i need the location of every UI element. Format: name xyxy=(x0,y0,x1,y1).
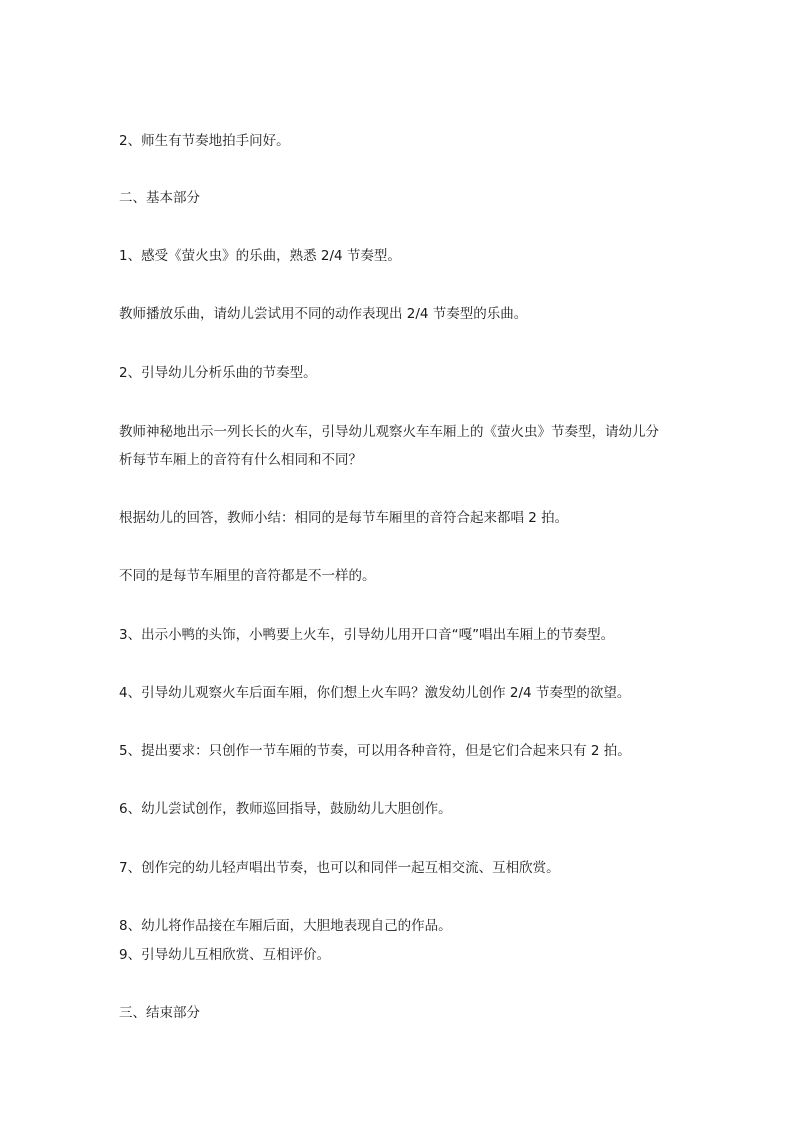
step-sing-rhythm: 7、创作完的幼儿轻声唱出节奏，也可以和同伴一起互相交流、互相欣赏。 xyxy=(119,860,560,876)
section-heading-basic: 二、基本部分 xyxy=(119,190,200,206)
step-observe-cars: 4、引导幼儿观察火车后面车厢，你们想上火车吗？激发幼儿创作 2/4 节奏型的欲望。 xyxy=(119,685,631,701)
paragraph-summary-same: 根据幼儿的回答，教师小结：相同的是每节车厢里的音符合起来都唱 2 拍。 xyxy=(119,510,569,526)
paragraph-train-line1: 教师神秘地出示一列长长的火车，引导幼儿观察火车车厢上的《萤火虫》节奏型，请幼儿分 xyxy=(119,424,659,440)
step-analyze-rhythm: 2、引导幼儿分析乐曲的节奏型。 xyxy=(119,365,317,381)
paragraph-teacher-plays: 教师播放乐曲，请幼儿尝试用不同的动作表现出 2/4 节奏型的乐曲。 xyxy=(119,306,528,322)
paragraph-summary-different: 不同的是每节车厢里的音符都是不一样的。 xyxy=(119,568,376,584)
step-mutual-evaluation: 9、引导幼儿互相欣赏、互相评价。 xyxy=(119,947,331,963)
step-attach-work: 8、幼儿将作品接在车厢后面，大胆地表现自己的作品。 xyxy=(119,918,452,934)
section-heading-ending: 三、结束部分 xyxy=(119,1005,200,1021)
step-greeting: 2、师生有节奏地拍手问好。 xyxy=(119,133,290,149)
step-requirements: 5、提出要求：只创作一节车厢的节奏，可以用各种音符，但是它们合起来只有 2 拍。 xyxy=(119,743,631,759)
step-feel-music: 1、感受《萤火虫》的乐曲，熟悉 2/4 节奏型。 xyxy=(119,248,401,264)
step-children-create: 6、幼儿尝试创作，教师巡回指导，鼓励幼儿大胆创作。 xyxy=(119,801,452,817)
step-duck-headwear: 3、出示小鸭的头饰，小鸭要上火车，引导幼儿用开口音“嘎”唱出车厢上的节奏型。 xyxy=(119,627,615,643)
paragraph-train-line2: 析每节车厢上的音符有什么相同和不同？ xyxy=(119,452,362,468)
